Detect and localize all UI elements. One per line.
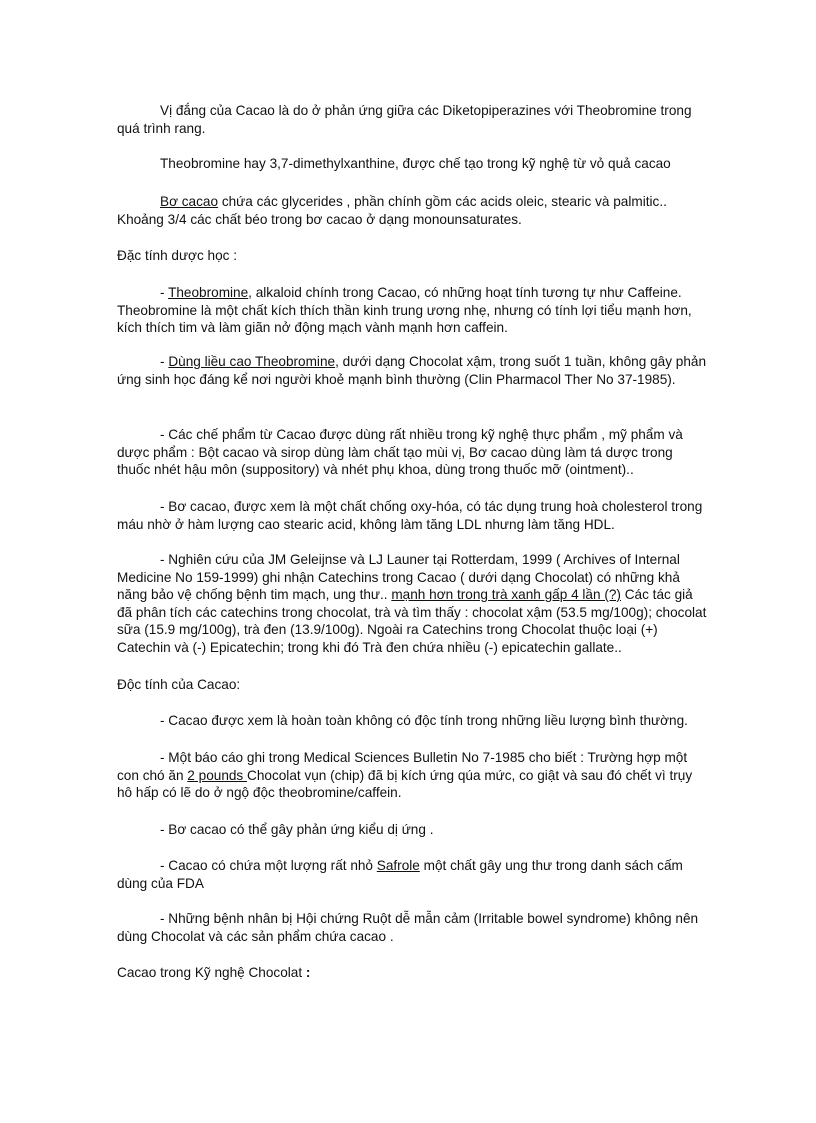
paragraph-text: chứa các glycerides , phần chính gồm các acids oleic, stearic và palmitic.. Khoảng 3/4 các chất béo trong bơ cacao ở dạng monounsaturates. <box>117 194 667 227</box>
heading-colon: : <box>305 965 311 980</box>
paragraph-text: Chocolat vụn (chip) đã bị kích ứng qúa mức, co giật và sau đó chết vì trụy hô hấp có lẽ do ở ngộ độc theobromine/caffein. <box>117 767 693 800</box>
heading-toxicity: Độc tính của Cacao: <box>117 677 241 692</box>
paragraph-high-dose <box>117 353 707 388</box>
link-2-pounds[interactable]: 2 pounds <box>187 767 248 783</box>
bullet-dash: - <box>160 354 169 369</box>
paragraph-text: - Cacao có chứa một lượng rất nhỏ <box>160 858 377 873</box>
heading-chocolate-industry <box>117 964 517 982</box>
paragraph-dog-report <box>117 749 707 802</box>
paragraph-text: , alkaloid chính trong Cacao, có những hoạt tính tương tự như Caffeine. Theobromine là một chất kích thích thần kinh trung ương nhẹ, nhưng có tính lợi tiểu mạnh hơn, kích thích tim và làm giãn nở động mạch vành mạnh hơn caffein. <box>117 285 692 335</box>
link-theobromine[interactable]: Theobromine <box>168 285 249 300</box>
paragraph-antioxidant: - Bơ cacao, được xem là một chất chống oxy-hóa, có tác dụng trung hoà cholesterol trong máu nhờ ở hàm lượng cao stearic acid, không làm tăng LDL nhưng làm tăng HDL. <box>117 499 703 532</box>
paragraph-text: - Nghiên cứu của JM Geleijnse và LJ Launer tại Rotterdam, 1999 ( Archives of Internal Medicine No 159-1999) ghi nhận Catechins trong Cacao ( dưới dạng Chocolat) có những khả năng bảo vệ chống bệnh tim mạch, ung thư.. <box>117 552 680 602</box>
paragraph-theobromine-alkaloid <box>117 284 707 337</box>
link-high-dose-theobromine[interactable]: Dùng liều cao Theobromine <box>168 354 336 369</box>
paragraph-no-toxicity: - Cacao được xem là hoàn toàn không có độc tính trong những liều lượng bình thường. <box>160 713 688 728</box>
paragraph-bitter-taste: Vị đắng của Cacao là do ở phản ứng giữa các Diketopiperazines với Theobromine trong quá trình rang. <box>117 103 692 136</box>
paragraph-ibs: - Những bệnh nhân bị Hội chứng Ruột dễ mẫn cảm (Irritable bowel syndrome) không nên dùng Chocolat và các sản phẩm chứa cacao . <box>117 911 699 944</box>
paragraph-text: - Một báo cáo ghi trong Medical Sciences Bulletin No 7-1985 cho biết : Trường hợp một con chó ăn <box>117 750 688 783</box>
paragraph-allergy: - Bơ cacao có thể gây phản ứng kiểu dị ứng . <box>160 822 434 837</box>
paragraph-cacao-preparations: - Các chế phẩm từ Cacao được dùng rất nhiều trong kỹ nghệ thực phẩm , mỹ phẩm và dược phẩm : Bột cacao và sirop dùng làm chất tạo mùi vị, Bơ cacao dùng làm tá dược trong thuốc nhét hậu môn (suppository) và nhét phụ khoa, dùng trong thuốc mỡ (ointment).. <box>117 427 683 477</box>
paragraph-text: , dưới dạng Chocolat xậm, trong suốt 1 tuần, không gây phản ứng sinh học đáng kể nơi người khoẻ mạnh bình thường (Clin Pharmacol Ther No 37-1985). <box>117 354 707 387</box>
link-green-tea-comparison[interactable]: mạnh hơn trong trà xanh gấp 4 lần (?) <box>391 587 621 602</box>
link-safrole[interactable]: Safrole <box>376 858 420 873</box>
paragraph-text: Các tác giả đã phân tích các catechins trong chocolat, trà và tìm thấy : chocolat xậm (53.5 mg/100g); chocolat sữa (15.9 mg/100g), trà đen (13.9/100g). Ngoài ra Catechins trong Chocolat thuộc loại (+) Catechin và (-) Epicatechin; trong khi đó Trà đen chứa nhiều (-) epicatechin gallate.. <box>117 587 707 655</box>
paragraph-catechins-study <box>117 551 707 656</box>
paragraph-theobromine-def: Theobromine hay 3,7-dimethylxanthine, được chế tạo trong kỹ nghệ từ vỏ quả cacao <box>160 156 671 171</box>
paragraph-cocoa-butter <box>117 193 707 228</box>
paragraph-text: một chất gây ung thư trong danh sách cấm dùng của FDA <box>117 858 683 891</box>
heading-text: Cacao trong Kỹ nghệ Chocolat <box>117 965 306 980</box>
link-bo-cacao[interactable]: Bơ cacao <box>160 194 219 209</box>
paragraph-safrole <box>117 857 707 892</box>
bullet-dash: - <box>160 285 169 300</box>
heading-pharmacology: Đặc tính dược học : <box>117 248 238 263</box>
